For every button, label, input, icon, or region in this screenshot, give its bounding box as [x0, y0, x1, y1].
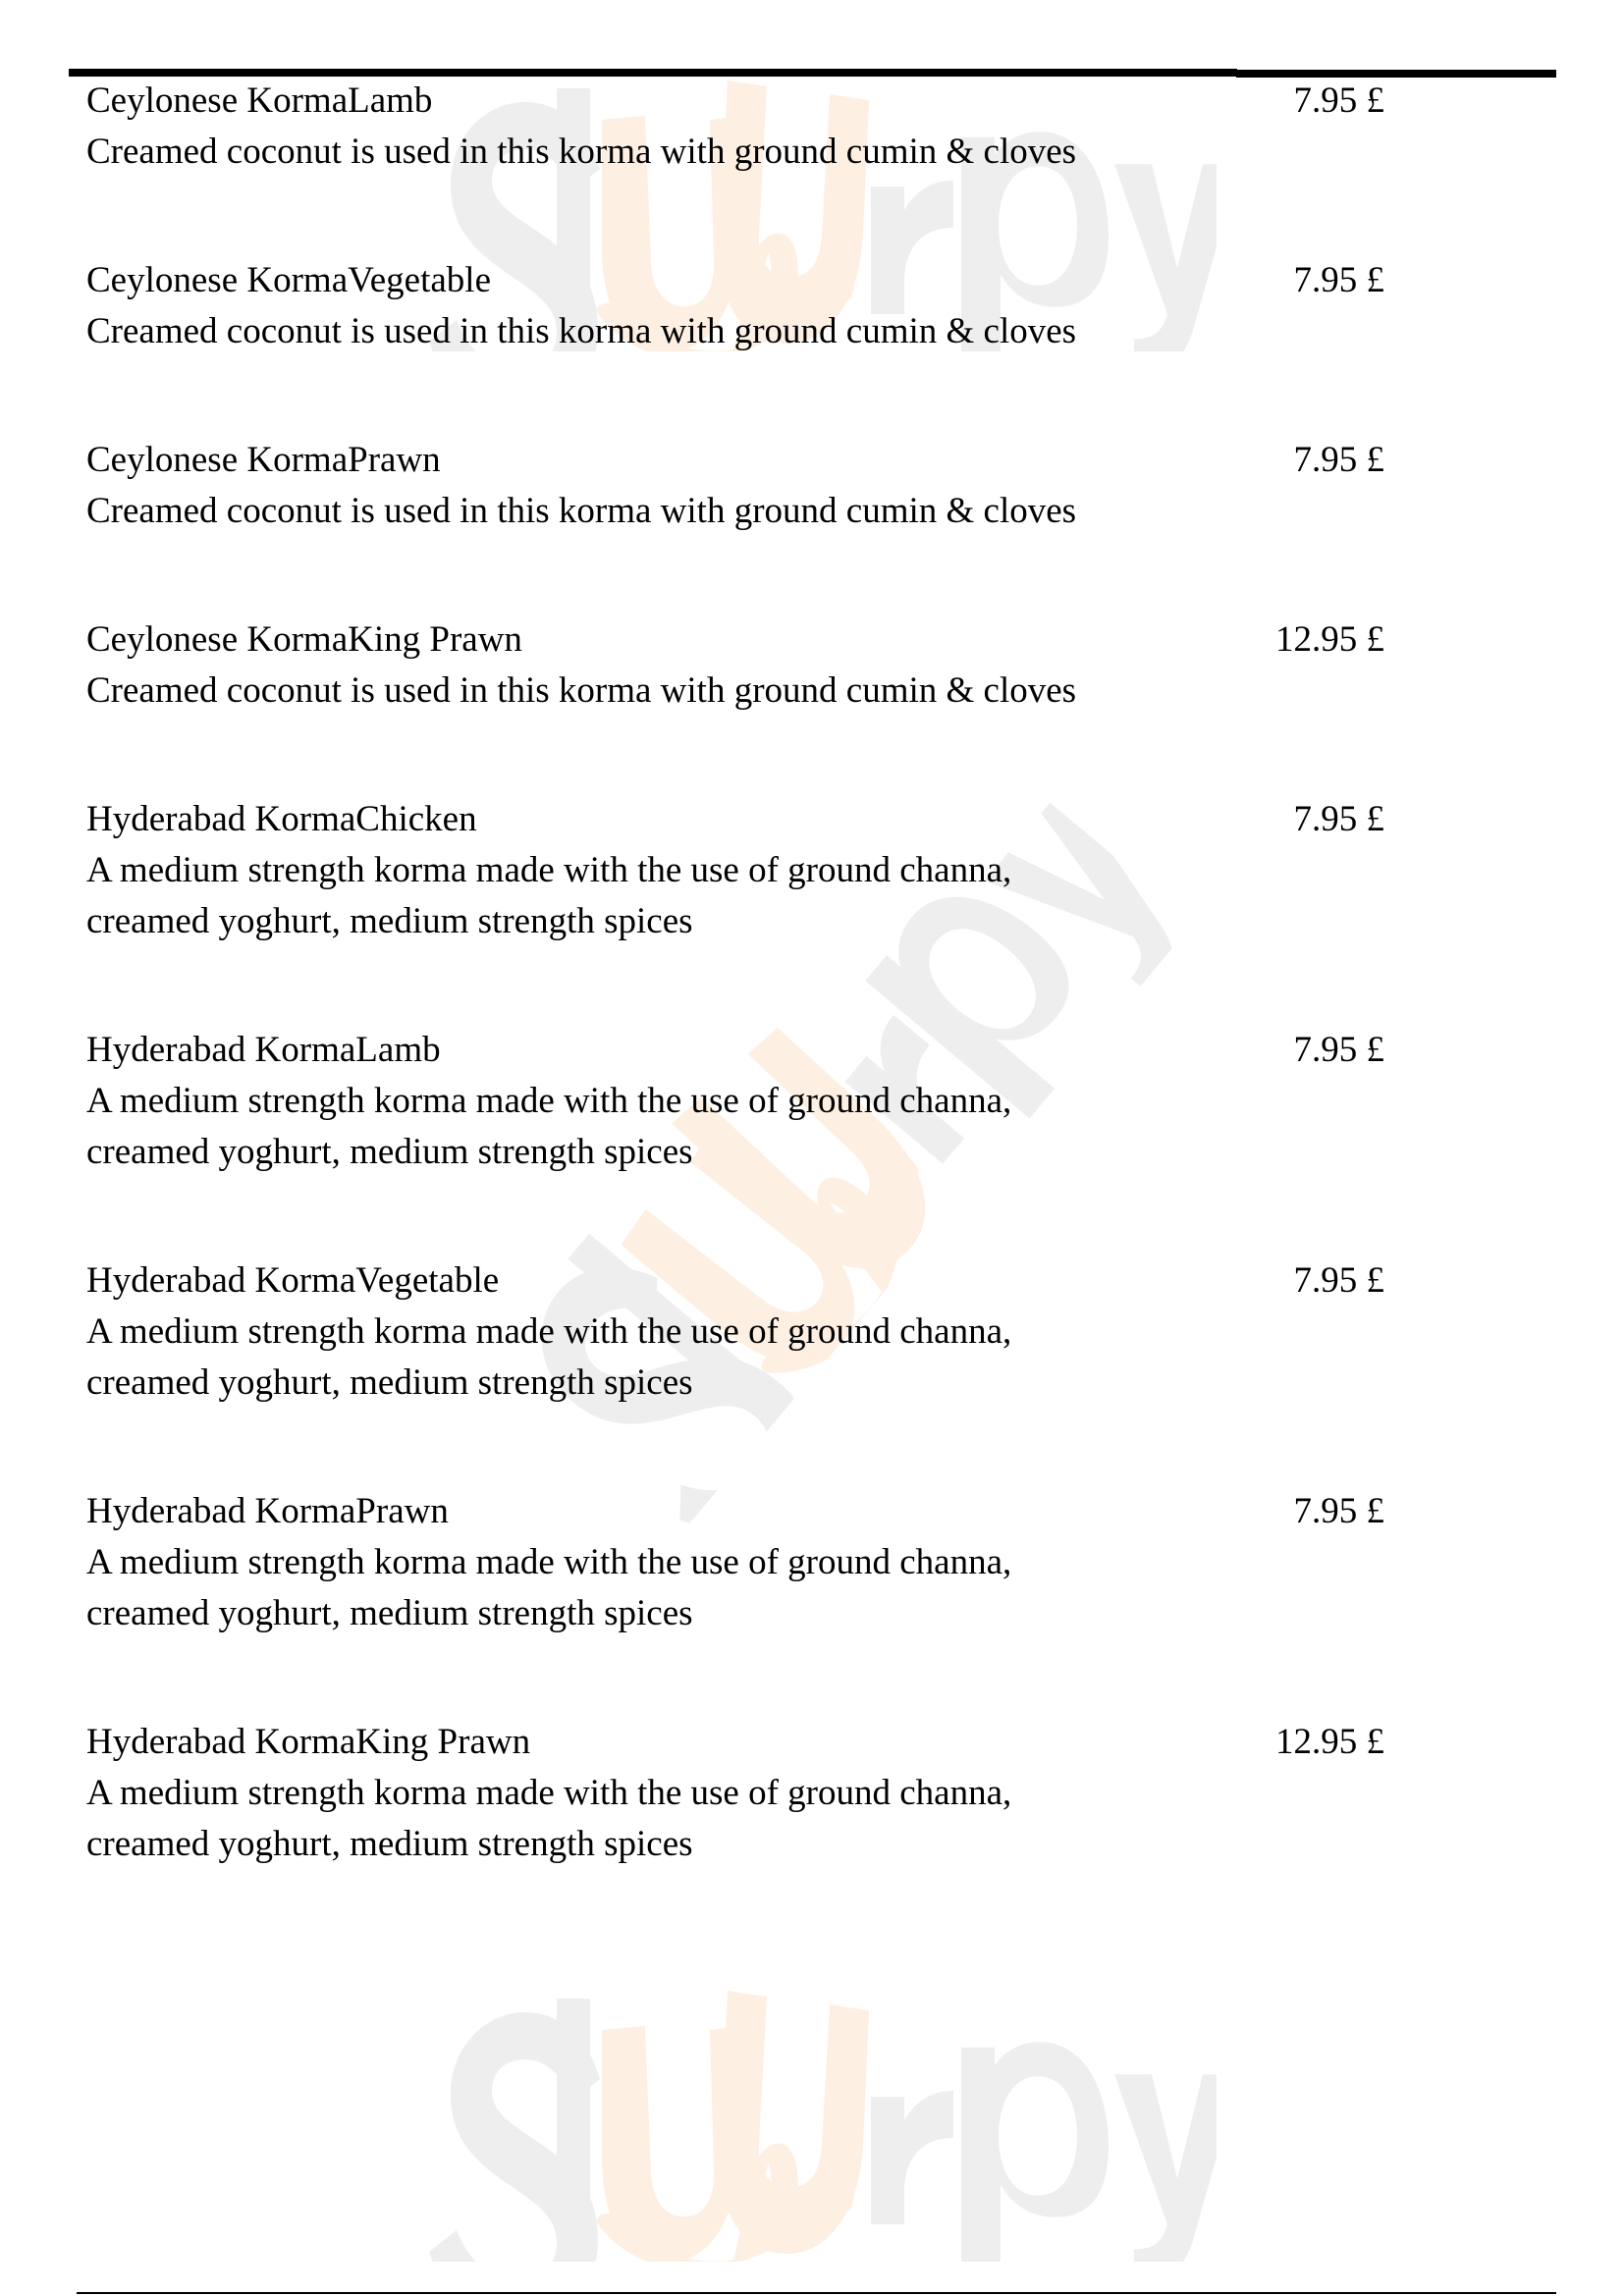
- item-description: [86, 666, 1225, 717]
- item-title: Hyderabad KormaLamb: [86, 1030, 441, 1070]
- menu-item: [86, 1025, 1384, 1178]
- item-price: 7.95 £: [1293, 1491, 1384, 1531]
- item-description: [86, 127, 1225, 178]
- item-description-line: creamed yoghurt, medium strength spices: [86, 1362, 693, 1403]
- item-description-line: A medium strength korma made with the use of ground channa,: [86, 1081, 1012, 1121]
- item-title: Ceylonese KormaVegetable: [86, 260, 491, 300]
- menu-item: [86, 255, 1384, 357]
- item-description-line: creamed yoghurt, medium strength spices: [86, 1824, 693, 1864]
- item-description: [86, 1537, 1225, 1639]
- item-description-line: Creamed coconut is used in this korma with ground cumin & cloves: [86, 491, 1077, 531]
- menu-item: [86, 794, 1384, 947]
- item-price: 7.95 £: [1293, 80, 1384, 121]
- item-description-line: A medium strength korma made with the use of ground channa,: [86, 1311, 1012, 1352]
- item-description: [86, 845, 1225, 947]
- menu-top-rule-price-column: [1236, 70, 1556, 78]
- item-price: 7.95 £: [1293, 1260, 1384, 1301]
- sluurpy-logo-icon: [409, 1971, 1217, 2262]
- menu-item: [86, 76, 1384, 178]
- item-description: [86, 306, 1225, 357]
- item-description-line: creamed yoghurt, medium strength spices: [86, 1593, 693, 1633]
- item-title: Ceylonese KormaKing Prawn: [86, 619, 522, 660]
- page-bottom-rule: [77, 2292, 1556, 2294]
- item-description: [86, 486, 1225, 537]
- item-description-line: Creamed coconut is used in this korma with ground cumin & cloves: [86, 132, 1077, 172]
- item-title: Hyderabad KormaPrawn: [86, 1491, 449, 1531]
- item-price: 7.95 £: [1293, 799, 1384, 839]
- item-price: 7.95 £: [1293, 260, 1384, 300]
- menu-top-rule: [69, 69, 1237, 77]
- item-title: Hyderabad KormaKing Prawn: [86, 1722, 531, 1762]
- sluurpy-watermark-logo: [409, 1971, 1217, 2262]
- item-price: 12.95 £: [1275, 619, 1384, 660]
- item-title: Hyderabad KormaChicken: [86, 799, 477, 839]
- item-price: 7.95 £: [1293, 1030, 1384, 1070]
- item-description-line: A medium strength korma made with the use of ground channa,: [86, 850, 1012, 890]
- item-title: Ceylonese KormaPrawn: [86, 440, 441, 480]
- item-description-line: creamed yoghurt, medium strength spices: [86, 1132, 693, 1172]
- item-description-line: creamed yoghurt, medium strength spices: [86, 901, 693, 941]
- item-title: Ceylonese KormaLamb: [86, 80, 433, 121]
- item-description: [86, 1307, 1225, 1409]
- menu-item: [86, 1717, 1384, 1870]
- item-description-line: A medium strength korma made with the use of ground channa,: [86, 1542, 1012, 1582]
- menu-item: [86, 435, 1384, 537]
- item-title: Hyderabad KormaVegetable: [86, 1260, 500, 1301]
- item-description-line: Creamed coconut is used in this korma with ground cumin & cloves: [86, 311, 1077, 351]
- item-price: 12.95 £: [1275, 1722, 1384, 1762]
- item-price: 7.95 £: [1293, 440, 1384, 480]
- menu-items-list: [86, 76, 1384, 1948]
- item-description-line: Creamed coconut is used in this korma with ground cumin & cloves: [86, 670, 1077, 711]
- menu-item: [86, 614, 1384, 717]
- menu-item: [86, 1486, 1384, 1639]
- item-description: [86, 1768, 1225, 1870]
- item-description-line: A medium strength korma made with the use of ground channa,: [86, 1773, 1012, 1813]
- menu-item: [86, 1255, 1384, 1409]
- item-description: [86, 1076, 1225, 1178]
